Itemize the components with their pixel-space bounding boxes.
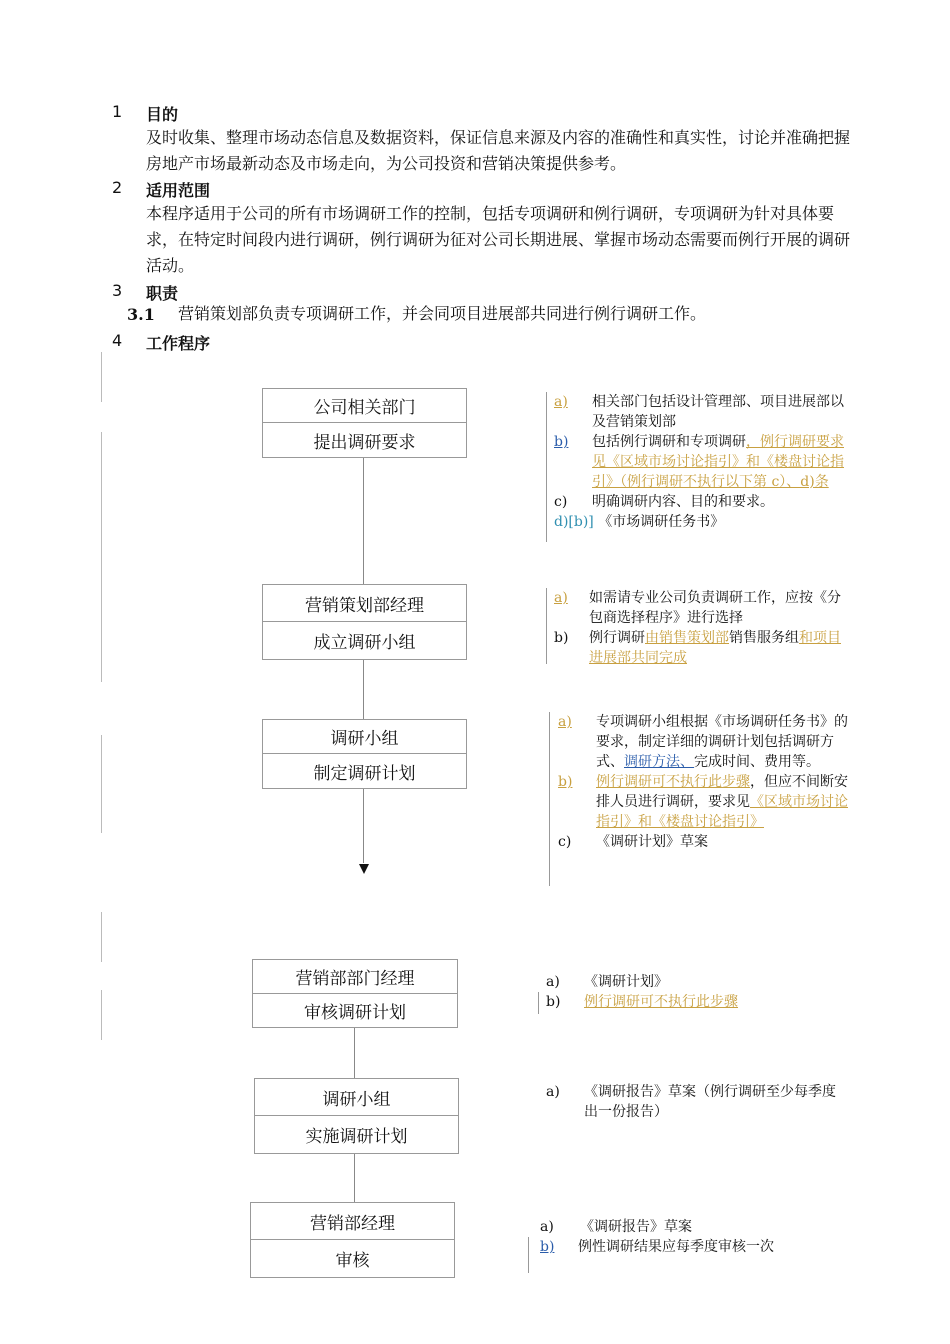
note-text: 《调研计划》 xyxy=(584,974,668,990)
flow-step-6-action: 审核 xyxy=(335,1251,370,1271)
flow-step-5-action: 实施调研计划 xyxy=(305,1127,408,1147)
note-step-5 xyxy=(546,1082,842,1122)
section-4-title: 工作程序 xyxy=(146,334,211,353)
note-item xyxy=(540,1237,840,1257)
section-2-number: 2 xyxy=(112,178,123,197)
note-step-2 xyxy=(554,588,854,668)
note-text: 包括例行调研和专项调研 xyxy=(592,434,746,450)
note-text: 如需请专业公司负责调研工作，应按《分包商选择程序》进行选择 xyxy=(589,590,841,626)
section-3-number: 3 xyxy=(112,281,123,300)
note-text: 《调研报告》草案（例行调研至少每季度出一份报告） xyxy=(584,1084,836,1120)
note-item xyxy=(558,712,858,772)
flow-step-3-action: 制定调研计划 xyxy=(313,763,416,784)
note-item xyxy=(540,1217,840,1237)
flow-step-3 xyxy=(262,719,467,789)
flow-step-3-owner: 调研小组 xyxy=(263,720,466,754)
subsection-3-1-number: 3.1 xyxy=(127,305,155,324)
flow-step-4 xyxy=(252,959,458,1028)
note-text: 相关部门包括设计管理部、项目进展部以及营销策划部 xyxy=(592,394,844,430)
tracked-change-text: 和项目进展部共同完成 xyxy=(589,630,841,666)
flow-arrow xyxy=(359,864,369,874)
note-label: a) xyxy=(558,714,572,730)
tracked-change-text: 例行调研可不执行此步骤 xyxy=(584,994,738,1010)
note-label: b) xyxy=(558,774,573,790)
section-4-number: 4 xyxy=(112,331,123,350)
note-text: 明确调研内容、目的和要求。 xyxy=(592,494,774,510)
flow-connector xyxy=(354,1026,355,1083)
note-bar xyxy=(546,588,547,664)
note-bar xyxy=(538,992,539,1014)
tracked-change-text: 例行调研可不执行此步骤 xyxy=(596,774,750,790)
note-step-1 xyxy=(554,392,854,532)
flow-step-2 xyxy=(262,584,467,660)
tracked-change-text: 《区域市场讨论指引》和《楼盘讨论指引》 xyxy=(596,794,848,830)
note-bar xyxy=(549,712,550,886)
note-label: a) xyxy=(540,1219,554,1235)
note-item xyxy=(554,432,854,492)
note-item xyxy=(554,628,854,668)
note-label: b) xyxy=(546,994,561,1010)
flow-step-1-owner: 公司相关部门 xyxy=(263,389,466,423)
note-text: 完成时间、费用等。 xyxy=(694,754,820,770)
flow-step-1-action: 提出调研要求 xyxy=(313,432,416,453)
tracked-change-text: 调研方法、 xyxy=(624,754,694,770)
flow-step-6 xyxy=(250,1202,455,1278)
note-text: ，但应不间断安排人员进行调研，要求见 xyxy=(596,774,848,810)
note-text: 《市场调研任务书》 xyxy=(598,514,725,530)
flow-step-2-action: 成立调研小组 xyxy=(313,633,416,653)
note-item xyxy=(554,492,854,512)
section-1-number: 1 xyxy=(112,102,123,121)
flow-step-1 xyxy=(262,388,467,458)
note-label: d)[b)] xyxy=(554,514,594,530)
note-text: 例性调研结果应每季度审核一次 xyxy=(578,1239,774,1255)
note-item xyxy=(546,972,846,992)
flow-step-5-owner: 调研小组 xyxy=(255,1079,458,1116)
margin-bar xyxy=(101,912,102,962)
margin-bar xyxy=(101,432,102,682)
note-item xyxy=(558,772,858,832)
section-1-text: 及时收集、整理市场动态信息及数据资料，保证信息来源及内容的准确性和真实性，讨论并准确把握房地产市场最新动态及市场走向，为公司投资和营销决策提供参考。 xyxy=(146,128,851,173)
note-bar xyxy=(546,392,547,542)
margin-bar xyxy=(101,352,102,402)
note-label: a) xyxy=(554,394,568,410)
flow-step-4-action: 审核调研计划 xyxy=(304,1002,406,1023)
note-label: b) xyxy=(540,1239,555,1255)
note-bar xyxy=(528,1237,529,1273)
note-item xyxy=(554,512,854,532)
margin-bar xyxy=(101,735,102,833)
note-label: c) xyxy=(554,494,568,510)
tracked-change-text: 由销售策划部 xyxy=(645,630,729,646)
flow-step-5 xyxy=(254,1078,459,1154)
note-label: a) xyxy=(546,974,560,990)
note-label: a) xyxy=(554,590,568,606)
note-item xyxy=(558,832,858,852)
note-step-3 xyxy=(558,712,858,852)
flow-step-6-owner: 营销部经理 xyxy=(251,1203,454,1240)
section-2-title: 适用范围 xyxy=(146,181,211,200)
note-text: 销售服务组 xyxy=(729,630,799,646)
subsection-3-1-text: 营销策划部负责专项调研工作，并会同项目进展部共同进行例行调研工作。 xyxy=(178,304,707,323)
note-label: b) xyxy=(554,434,569,450)
note-step-4 xyxy=(546,972,846,1012)
note-text: 《调研计划》草案 xyxy=(596,834,708,850)
note-item xyxy=(554,588,854,628)
margin-bar xyxy=(101,990,102,1040)
note-label: a) xyxy=(546,1084,560,1100)
note-text: 《调研报告》草案 xyxy=(580,1219,692,1235)
flow-connector xyxy=(363,456,364,584)
flow-step-4-owner: 营销部部门经理 xyxy=(253,960,457,994)
section-1-title: 目的 xyxy=(146,105,179,124)
note-step-6 xyxy=(540,1217,840,1257)
note-item xyxy=(546,1082,842,1122)
section-3-title: 职责 xyxy=(146,284,179,303)
note-label: b) xyxy=(554,630,569,646)
flow-step-2-owner: 营销策划部经理 xyxy=(263,585,466,622)
note-text: 专项调研小组根据《市场调研任务书》的要求，制定详细的调研计划包括调研方式、 xyxy=(596,714,848,770)
note-item xyxy=(546,992,846,1012)
note-text: 例行调研 xyxy=(589,630,645,646)
note-label: c) xyxy=(558,834,572,850)
section-2-text: 本程序适用于公司的所有市场调研工作的控制，包括专项调研和例行调研，专项调研为针对具体要求，在特定时间段内进行调研，例行调研为征对公司长期进展、掌握市场动态需要而例行开展的调研活动。 xyxy=(146,204,851,275)
tracked-change-text: ，例行调研要求见《区域市场讨论指引》和《楼盘讨论指引》（例行调研不执行以下第 c）、d)条 xyxy=(592,434,844,490)
note-item xyxy=(554,392,854,432)
